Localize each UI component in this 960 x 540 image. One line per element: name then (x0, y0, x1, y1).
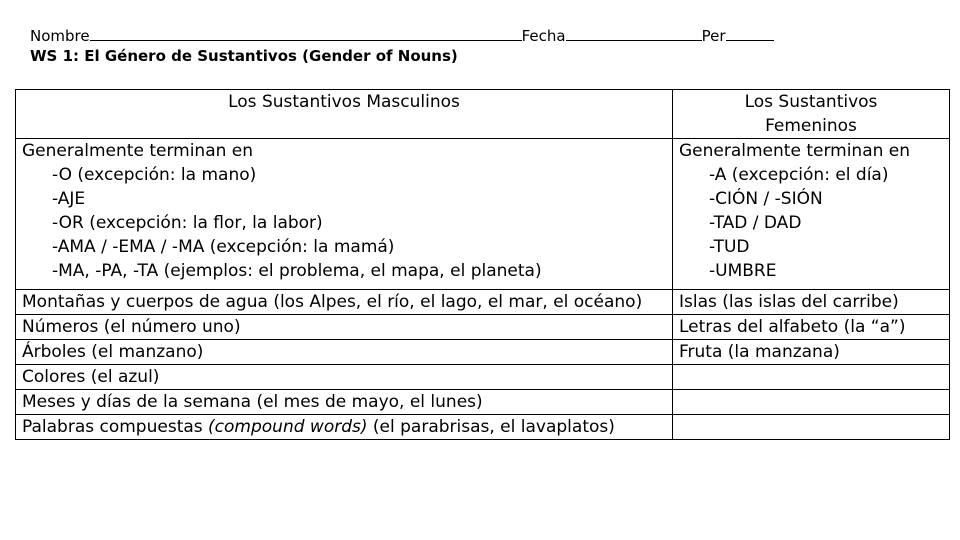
feminine-heading (673, 90, 950, 139)
feminine-ending: -CIÓN / -SIÓN (709, 189, 823, 209)
masculine-category-compound (16, 415, 673, 440)
feminine-category: Islas (las islas del carribe) (673, 290, 950, 315)
feminine-ending: -TUD (709, 237, 750, 257)
feminine-category (673, 415, 950, 440)
fecha-blank[interactable] (566, 26, 702, 41)
per-blank[interactable] (726, 26, 774, 41)
feminine-category (673, 390, 950, 415)
per-label: Per (701, 27, 726, 45)
feminine-heading-line-1: Los Sustantivos (744, 92, 878, 112)
feminine-category: Fruta (la manzana) (673, 340, 950, 365)
masculine-ending: -MA, -PA, -TA (ejemplos: el problema, el mapa, el planeta) (52, 261, 542, 281)
feminine-category: Letras del alfabeto (la “a”) (673, 315, 950, 340)
masculine-category: Árboles (el manzano) (16, 340, 673, 365)
table-header-row (16, 90, 950, 139)
table-row (16, 390, 950, 415)
masculine-ending: -AJE (52, 189, 86, 209)
compound-words-italic: (compound words) (208, 417, 368, 437)
masculine-category: Montañas y cuerpos de agua (los Alpes, el río, el lago, el mar, el océano) (16, 290, 673, 315)
masculine-intro: Generalmente terminan en (22, 141, 254, 161)
endings-row (16, 139, 950, 290)
masculine-heading (16, 90, 673, 139)
gender-table (15, 89, 950, 440)
feminine-ending: -UMBRE (709, 261, 777, 281)
masculine-ending: -AMA / -EMA / -MA (excepción: la mamá) (52, 237, 395, 257)
masculine-category: Meses y días de la semana (el mes de mayo, el lunes) (16, 390, 673, 415)
table-row (16, 290, 950, 315)
masculine-category: Colores (el azul) (16, 365, 673, 390)
feminine-heading-line-2: Femeninos (765, 116, 857, 136)
nombre-label: Nombre (30, 27, 90, 45)
feminine-ending: -A (excepción: el día) (709, 165, 889, 185)
table-row (16, 315, 950, 340)
compound-text-after: (el parabrisas, el lavaplatos) (367, 417, 615, 437)
table-row (16, 365, 950, 390)
feminine-endings-cell (673, 139, 950, 290)
fecha-label: Fecha (521, 27, 566, 45)
masculine-ending: -O (excepción: la mano) (52, 165, 257, 185)
table-row (16, 340, 950, 365)
masculine-ending: -OR (excepción: la flor, la labor) (52, 213, 323, 233)
feminine-intro: Generalmente terminan en (679, 141, 911, 161)
masculine-heading-text: Los Sustantivos Masculinos (228, 92, 460, 112)
student-info-line (30, 26, 774, 46)
table-row (16, 415, 950, 440)
compound-text-before: Palabras compuestas (22, 417, 209, 437)
nombre-blank[interactable] (90, 26, 522, 41)
masculine-endings-cell (16, 139, 673, 290)
worksheet-title: WS 1: El Género de Sustantivos (Gender of Nouns) (30, 47, 458, 65)
masculine-category: Números (el número uno) (16, 315, 673, 340)
feminine-category (673, 365, 950, 390)
feminine-ending: -TAD / DAD (709, 213, 802, 233)
